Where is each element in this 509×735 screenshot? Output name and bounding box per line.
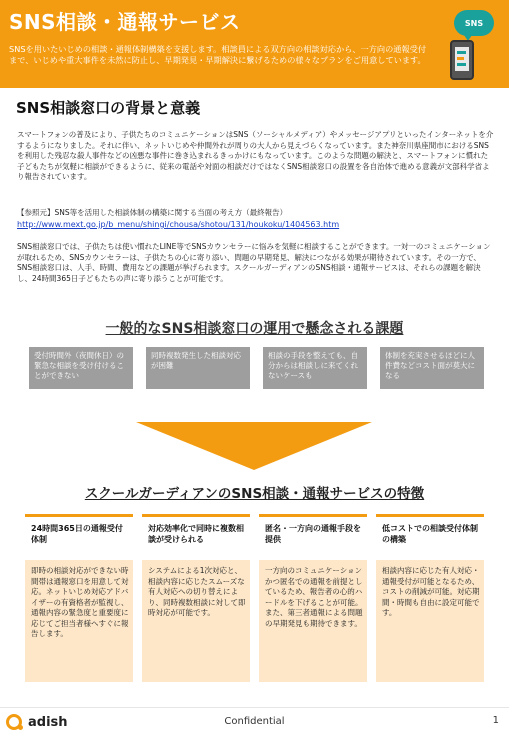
- header-banner: [0, 0, 509, 88]
- page-number: 1: [492, 715, 499, 726]
- feature-body: 即時の相談対応ができない時間帯は通報窓口を用意して対応。ネットいじめ対応アドバイザーの有資格者が監視し、通報内容の緊急度と重要度に応じてご担当者様へすぐに報告します。: [31, 566, 129, 638]
- reference-link[interactable]: http://www.mext.go.jp/b_menu/shingi/chousa/shotou/131/houkoku/1404563.htm: [17, 220, 340, 229]
- features-title: スクールガーディアンのSNS相談・通報サービスの特徴: [84, 486, 425, 502]
- feature-card: [142, 514, 250, 682]
- reference-text: 【参照元】SNS等を活用した相談体制の構築に関する当面の考え方（最終報告）: [17, 208, 288, 217]
- confidential-label: Confidential: [224, 716, 285, 727]
- issue-box: 同時複数発生した相談対応が困難: [146, 347, 250, 389]
- feature-heading: 24時間365日の通報受付体制: [25, 517, 133, 560]
- feature-heading: 低コストでの相談受付体制の構築: [376, 517, 484, 560]
- feature-body: 一方向のコミュニケーションかつ匿名での通報を前提としているため、報告者の心的ハードルを下げることが可能。また、第三者通報による問題の早期発見も期待できます。: [265, 566, 363, 628]
- logo-text: adish: [28, 714, 68, 730]
- feature-card: [376, 514, 484, 682]
- sns-bubble-icon: SNS: [454, 10, 494, 36]
- issue-box: 体制を充実させるほどに人件費などコスト面が莫大になる: [380, 347, 484, 389]
- footer-divider: [0, 707, 509, 708]
- issues-row: [29, 347, 479, 389]
- section-title: SNS相談窓口の背景と意義: [16, 99, 201, 117]
- feature-card: [25, 514, 133, 682]
- feature-heading: 匿名・一方向の通報手段を提供: [259, 517, 367, 560]
- sns-phone-illustration: [440, 10, 500, 82]
- feature-body: 相談内容に応じた有人対応・通報受付が可能となるため、コストの削減が可能。対応期間・時間も自由に設定可能です。: [382, 566, 480, 617]
- page-title: SNS相談・通報サービス: [9, 10, 241, 34]
- header-description: SNSを用いたいじめの相談・通報体制構築を支援します。相談員による双方向の相談対応から、一方向の通報受付まで、いじめや重大事件を未然に防止し、早期発見・早期解決に繋げるための様々なプランをご用意しています。: [9, 44, 427, 65]
- smartphone-icon: [450, 40, 474, 80]
- feature-heading: 対応効率化で同時に複数相談が受けられる: [142, 517, 250, 560]
- issues-title: 一般的なSNS相談窓口の運用で懸念される課題: [105, 321, 404, 337]
- issue-box: 受付時間外（夜間休日）の緊急な相談を受け付けることができない: [29, 347, 133, 389]
- feature-card: [259, 514, 367, 682]
- background-paragraph: スマートフォンの普及により、子供たちのコミュニケーションはSNS（ソーシャルメディア）やメッセージアプリといったインターネットを介するようになりました。それに伴い、ネットいじめや仲間外れが周りの大人から見えづらくなっています。また神奈川県座間市におけるSNSを利用した残忍な殺人事件などの凶悪な事件に巻き込まれるきっかけにもなっています。このような問題の解決と、スマートフォンに慣れた子どもたちが気軽に相談ができるように、従来の電話や対面の相談だけではなくSNS相談窓口の設置を各自治体で進める意義が文部科学省より報告されています。: [17, 130, 494, 181]
- down-arrow-icon: [136, 422, 372, 470]
- significance-paragraph: SNS相談窓口では、子供たちは使い慣れたLINE等でSNSカウンセラーに悩みを気軽に相談することができます。一対一のコミュニケーションが取れるため、SNSカウンセラーは、子供たちの心に寄り添い、問題の早期発見、解決につながる効果が期待されています。その一方で、SNS相談窓口は、人手、時間、費用などの課題が挙げられます。スクールガーディアンのSNS相談・通報サービスは、それらの課題を解決し、24時間365日子どもたちの声に寄り添うことが可能です。: [17, 242, 491, 283]
- feature-body: システムによる1次対応と、相談内容に応じたスムーズな有人対応への切り替えにより、同時複数相談に対して即時対応が可能です。: [148, 566, 246, 617]
- issue-box: 相談の手段を整えても、自分からは相談しに来てくれないケースも: [263, 347, 367, 389]
